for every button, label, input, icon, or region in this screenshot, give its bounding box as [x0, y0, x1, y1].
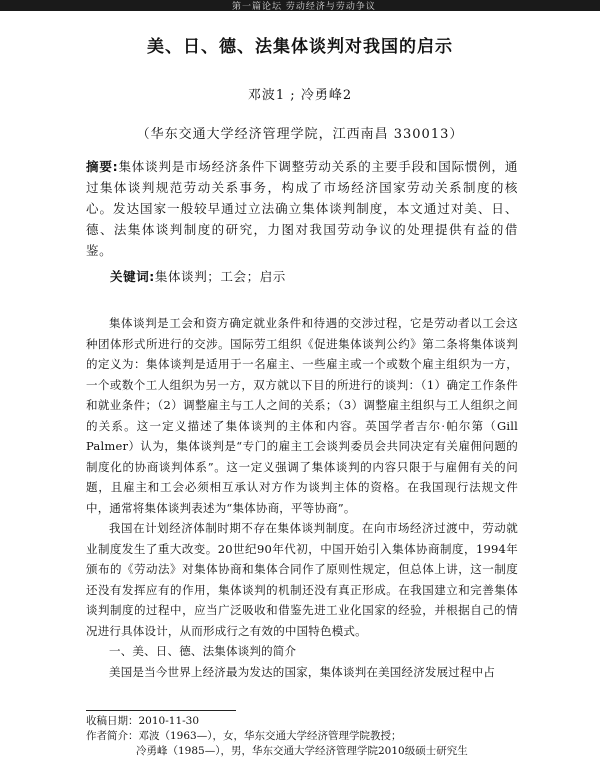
abstract-text: 集体谈判是市场经济条件下调整劳动关系的主要手段和国际惯例，通过集体谈判规范劳动关系事务，构成了市场经济国家劳动关系制度的核心。发达国家一般较早通过立法确立集体谈判制度，本文通过对美、日、德、法集体谈判制度的研究，力图对我国劳动争议的处理提供有益的借鉴。 — [86, 159, 518, 258]
authors: 邓波1 ; 冷勇峰2 — [247, 88, 353, 103]
running-head-text: 第一篇论坛 劳动经济与劳动争议 — [232, 2, 376, 12]
body-text — [86, 313, 518, 682]
footnote-received: 收稿日期：2010-11-30 — [86, 715, 200, 727]
keywords-label: 关键词: — [110, 269, 155, 284]
footnote-rule — [86, 710, 236, 711]
body-paragraph-2: 我国在计划经济体制时期不存在集体谈判制度。在向市场经济过渡中，劳动就业制度发生了重大改变。20世纪90年代初，中国开始引入集体协商制度，1994年颁布的《劳动法》对集体协商和集体合同作了原则性规定，但总体上讲，这一制度还没有发挥应有的作用，集体谈判的机制还没有真正形成。在我国建立和完善集体谈判制度的过程中，应当广泛吸收和借鉴先进工业化国家的经验，并根据自己的情况进行具体设计，从而形成行之有效的中国特色模式。 — [86, 521, 518, 638]
affiliation: （华东交通大学经济管理学院，江西南昌 330013） — [136, 127, 464, 142]
keywords — [110, 267, 510, 285]
footnote-author-2: 冷勇峰（1985—），男，华东交通大学经济管理学院2010级硕士研究生 — [136, 745, 468, 757]
footnote-author-1: 作者简介：邓波（1963—），女，华东交通大学经济管理学院教授； — [86, 730, 402, 742]
abstract-label: 摘要: — [86, 159, 119, 174]
keywords-text: 集体谈判；工会；启示 — [154, 269, 286, 284]
section-heading-1: 一、美、日、德、法集体谈判的简介 — [109, 644, 297, 658]
abstract — [86, 156, 518, 261]
footnotes — [86, 714, 526, 759]
running-head — [0, 0, 600, 11]
paper-title: 美、日、德、法集体谈判对我国的启示 — [147, 37, 453, 57]
body-paragraph-1: 集体谈判是工会和资方确定就业条件和待遇的交涉过程，它是劳动者以工会这种团体形式所进行的交涉。国际劳工组织《促进集体谈判公约》第二条将集体谈判的定义为：集体谈判是适用于一名雇主、一些雇主或一个或数个雇主组织为一方，一个或数个工人组织为另一方，双方就以下目的所进行的谈判：（1）确定工作条件和就业条件；（2）调整雇主与工人之间的关系；（3）调整雇主组织与工人组织之间的关系。这一定义描述了集体谈判的主体和内容。英国学者吉尔·帕尔第（Gill Palmer）认为，集体谈判是“专门的雇主工会谈判委员会共同决定有关雇佣问题的制度化的协商谈判体系”。这一定义强调了集体谈判的内容只限于与雇佣有关的问题，且雇主和工会必须相互承认对方作为谈判主体的资格。在我国现行法规文件中，通常将集体谈判表述为“集体协商，平等协商”。 — [86, 316, 518, 515]
body-paragraph-3: 美国是当今世界上经济最为发达的国家，集体谈判在美国经济发展过程中占 — [109, 664, 496, 679]
